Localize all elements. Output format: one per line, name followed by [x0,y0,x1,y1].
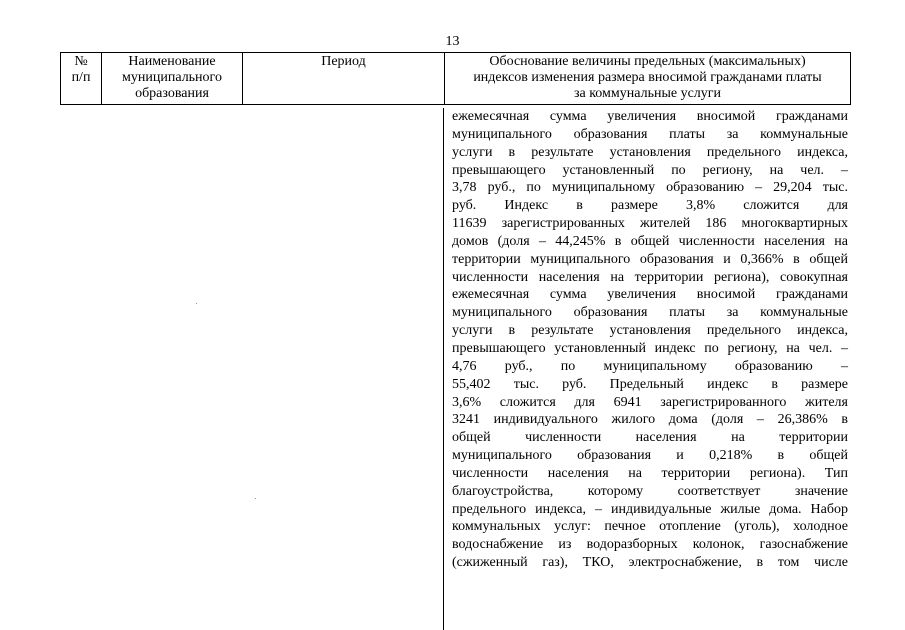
text-line: водоснабжение из водоразборных колонок, газоснабжение [452,537,848,553]
text-line: 3241 индивидуального жилого дома (доля – 26,386% в [452,412,848,428]
column-divider-line [443,108,444,630]
text-line: ежемесячная сумма увеличения вносимой гражданами [452,109,848,124]
text-line: муниципального образования и 0,218% в общей [452,448,848,464]
text-line: коммунальных услуг: печное отопление (уголь), холодное [452,519,848,535]
header-text: № [74,54,88,69]
text-line: численности населения на территории региона), совокупная [452,269,848,285]
text-line: территории муниципального образования и 0,366% в общей [452,251,848,267]
header-text: п/п [71,70,91,85]
text-line: 3,6% сложится для 6941 зарегистрированного жителя [452,394,848,410]
header-cell-number [61,53,102,105]
text-line: 55,402 тыс. руб. Предельный индекс в размере [452,376,848,392]
text-line: предельного индекса, – индивидуальные жилые дома. Набор [452,501,848,517]
header-text: муниципального [122,70,222,85]
header-text: Наименование [128,54,216,69]
header-cell-period [243,53,445,105]
text-line: благоустройства, которому соответствует значение [452,483,848,499]
text-line: муниципального образования платы за коммунальные [452,126,848,142]
text-line: 4,76 руб., по муниципальному образованию – [452,358,848,374]
text-line: ежемесячная сумма увеличения вносимой гражданами [452,287,848,303]
text-line: численности населения на территории региона). Тип [452,465,848,481]
header-text: за коммунальные услуги [573,86,722,101]
text-line: общей численности населения на территории [452,430,848,446]
header-text: Обоснование величины предельных (максимальных) [489,54,806,69]
header-text: индексов изменения размера вносимой гражданами платы [473,70,822,85]
justification-text [452,108,848,572]
header-text: образования [135,86,209,101]
text-line: услуги в результате установления предельного индекса, [452,144,848,160]
header-text: Период [321,54,366,69]
page-number: 13 [445,34,460,49]
text-line: 3,78 руб., по муниципальному образованию – 29,204 тыс. [452,180,848,196]
text-line: превышающего установленный индекс по региону, на чел. – [452,340,848,356]
scan-speck [255,498,256,499]
table-header [60,52,851,105]
text-line: руб. Индекс в размере 3,8% сложится для [452,198,848,214]
text-line: превышающего установленный по региону, на чел. – [452,162,848,178]
header-cell-municipality [102,53,243,105]
text-line: 11639 зарегистрированных жителей 186 многоквартирных [452,216,848,232]
text-line: муниципального образования платы за коммунальные [452,305,848,321]
text-line: услуги в результате установления предельного индекса, [452,323,848,339]
text-line: домов (доля – 44,245% в общей численности населения на [452,233,848,249]
scan-speck [196,303,197,304]
header-cell-justification [445,53,851,105]
text-line: (сжиженный газ), ТКО, электроснабжение, в том числе [452,555,848,571]
